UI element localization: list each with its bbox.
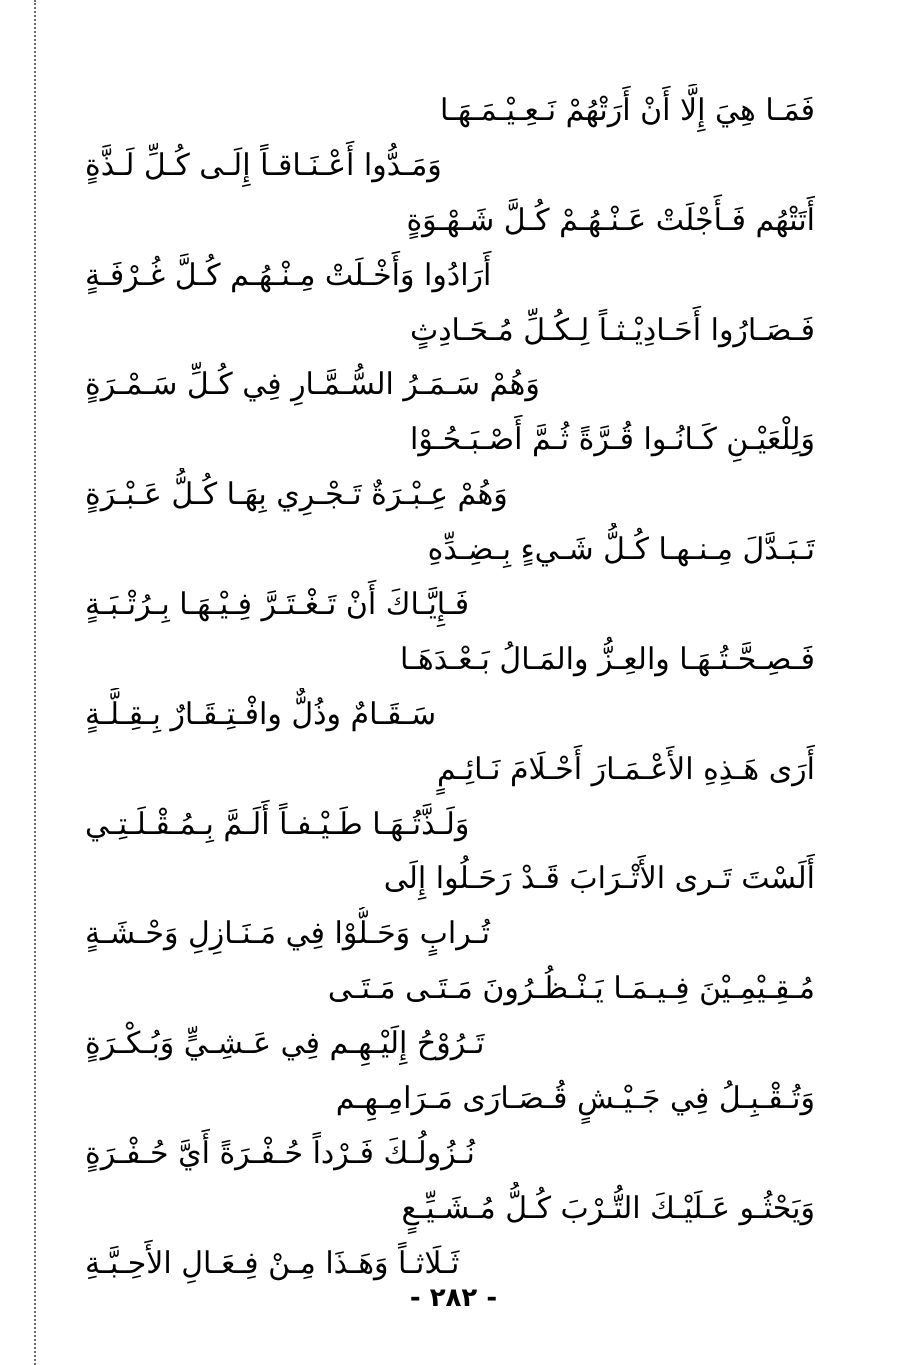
poem-line: وَلَـذَّتُـهَـا طَـيْـفـاً أَلَـمَّ بِـمُـقْـلَـتِـي — [85, 806, 470, 842]
poem-line: تَـرُوْحُ إِلَيْـهِـم فِي عَـشِـيٍّ وَبُـكْـرَةٍ — [85, 1026, 485, 1062]
poem-line: تُـرابٍ وَحَـلُّوْا فِي مَـنَـازِلِ وَحْـشَـةٍ — [85, 916, 490, 952]
poem-line: وَهُمْ سَـمَـرُ السُّـمَّـارِ فِي كُـلِّ سَـمْـرَةٍ — [85, 367, 540, 403]
poem-line: تَـبَـدَّلَ مِـنـهـا كُـلُّ شَـيءٍ بِـضِـدِّهِ — [427, 532, 815, 568]
page-number: - ٢٨٢ - — [409, 1283, 498, 1313]
poem-line: فَـإِيَّـاكَ أَنْ تَـغْـتَـرَّ فِـيْـهَـا بِـرُتْـبَـةٍ — [85, 587, 470, 623]
poem-line: أَتَتْهُم فَـأَجْلَتْ عَـنْـهُـمْ كُـلَّ شَـهْـوَةٍ — [406, 202, 815, 238]
poem-line: وَلِلْعَيْـنِ كَـانُـوا قُـرَّةً ثُـمَّ أَصْـبَـحُـوْا — [410, 422, 815, 458]
poem-line: فَـصَـارُوا أَحَـادِيْـثـاً لِـكُـلِّ مُـحَـادِثٍ — [409, 312, 815, 348]
poem-line: نُـزُولُـكَ فَـرْداً حُـفْـرَةً أَيَّ حُـفْـرَةٍ — [85, 1135, 475, 1171]
poem-line: ثَـلَاثـاً وَهَـذَا مِـنْ فِـعَـالِ الأَحِـبَّـةِ — [85, 1245, 460, 1281]
poem-line: أَرَادُوا وَأَخْـلَتْ مِـنْـهُـم كُـلَّ غُـرْفَـةٍ — [85, 257, 492, 293]
poem-line: سَـقَـامٌ وذُلٌّ وافْـتِـقَـارٌ بِـقِـلَّـةٍ — [85, 696, 437, 732]
poem-line: مُـقِـيْمِـيْنَ فِـيـمَـا يَـنْـظُـرُونَ مَـتَـى مَـتَـى — [327, 971, 815, 1007]
poem-line: وَمَـدُّوا أَعْـنَـاقـاً إِلَـى كُـلِّ لَـذَّةٍ — [85, 147, 442, 183]
poem-line: وَهُمْ عِـبْـرَةٌ تَـجْـرِي بِهَـا كُـلُّ عَـبْـرَةٍ — [85, 477, 508, 513]
poem-line: فَمَـا هِيَ إِلَّا أَنْ أَرَتْهُمْ نَـعِـيْـمَـهَـا — [439, 93, 815, 128]
poem-line: فَـصِـحَّـتُـهَـا والعِـزُّ والمَـالُ بَـعْـدَهَـا — [399, 641, 815, 677]
poem-line: وَيَحْثُـو عَـلَيْـكَ التُّـرْبَ كُـلُّ مُـشَـيِّـعٍ — [401, 1190, 815, 1226]
poem-line: أَرَى هَـذِهِ الأَعْـمَـارَ أَحْـلَامَ نَـائِـمٍ — [437, 751, 815, 787]
page-margin-dotted-line — [34, 0, 36, 1365]
poem-line: وَتُـقْـبِـلُ فِي جَـيْـشٍ قُـصَـارَى مَـرَامِـهِـم — [335, 1081, 815, 1117]
poem-text — [85, 84, 815, 1292]
poem-line: أَلَسْتَ تَـرى الأَتْـرَابَ قَـدْ رَحَـلُوا إِلَى — [383, 861, 815, 897]
